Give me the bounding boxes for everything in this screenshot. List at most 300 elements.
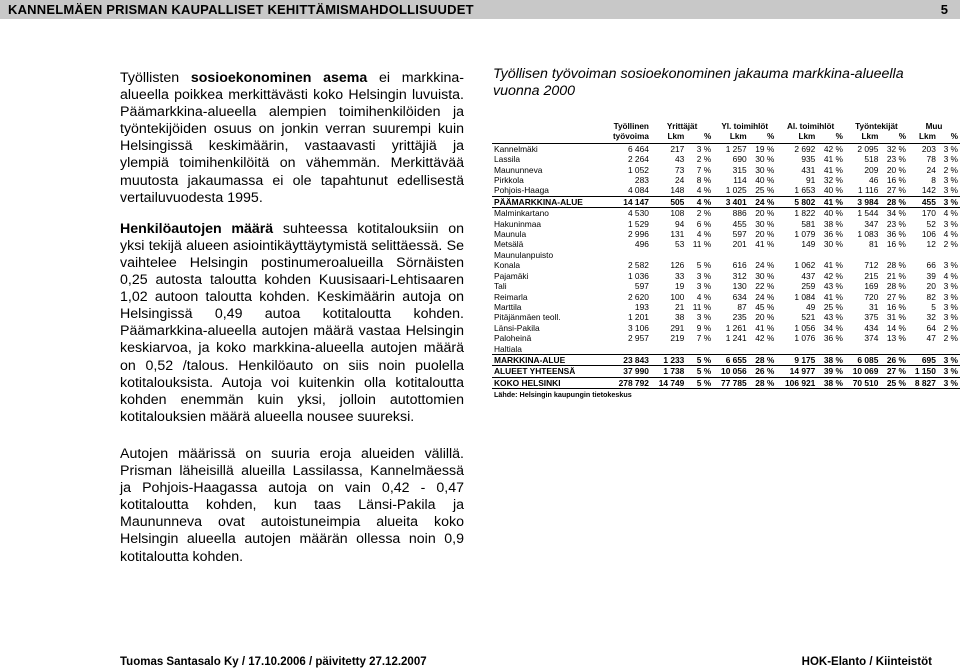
- value-cell: 1 084: [794, 291, 816, 302]
- value-cell: 108: [670, 208, 685, 219]
- value-cell: [686, 250, 713, 260]
- value-cell: 1 529: [627, 218, 649, 229]
- value-cell: 4 084: [627, 185, 649, 196]
- value-cell: 347: [864, 218, 879, 229]
- value-cell: 4 %: [686, 196, 713, 207]
- value-cell: [749, 250, 777, 260]
- value-cell: 1 056: [794, 322, 816, 333]
- table-subheader-row: työvoima Lkm % Lkm % Lkm % Lkm % Lkm %: [492, 132, 960, 143]
- area-name-cell: Pajamäki: [494, 270, 529, 281]
- value-cell: 2 %: [696, 208, 712, 219]
- value-cell: [713, 250, 748, 260]
- value-cell: 53: [675, 239, 685, 250]
- value-cell: 886: [732, 208, 747, 219]
- term-cars: Henkilöautojen määrä: [120, 220, 274, 237]
- table-row: [492, 208, 960, 219]
- value-cell: 41 %: [823, 164, 843, 175]
- value-cell: 91: [805, 175, 816, 186]
- page-number: 5: [940, 2, 948, 17]
- area-name-cell: Pohjois-Haaga: [494, 185, 549, 196]
- footer-client: HOK-Elanto / Kiinteistöt: [801, 656, 932, 668]
- area-name-cell: Maunula: [494, 229, 527, 240]
- area-name-cell: Maunulanpuisto: [494, 249, 554, 260]
- area-name-cell: Metsälä: [494, 239, 524, 250]
- value-cell: 4 530: [627, 208, 649, 219]
- value-cell: 375: [864, 312, 879, 323]
- value-cell: 12: [926, 239, 936, 250]
- value-cell: [776, 250, 817, 260]
- value-cell: 87: [737, 301, 747, 312]
- value-cell: 41 %: [823, 154, 843, 165]
- table-row: [492, 323, 960, 333]
- value-cell: 41 %: [755, 322, 775, 333]
- value-cell: 30 %: [755, 270, 775, 281]
- value-cell: 70 510: [845, 377, 880, 388]
- area-name-cell: KOKO HELSINKI: [492, 377, 603, 388]
- table-header-row: [492, 122, 960, 132]
- value-cell: 2 095: [857, 143, 879, 154]
- value-cell: 695: [908, 354, 938, 365]
- value-cell: 1 653: [794, 185, 816, 196]
- value-cell: 4 %: [943, 208, 958, 219]
- value-cell: [908, 344, 938, 355]
- value-cell: 42 %: [823, 270, 843, 281]
- value-cell: 94: [675, 218, 685, 229]
- page-header: [0, 0, 960, 19]
- value-cell: 3 %: [943, 281, 958, 292]
- value-cell: 8: [931, 175, 936, 186]
- value-cell: 82: [926, 291, 936, 302]
- value-cell: 14 147: [603, 196, 651, 207]
- value-cell: 3 %: [943, 154, 958, 165]
- value-cell: 3 %: [938, 366, 960, 377]
- table-row: [492, 344, 960, 355]
- value-cell: 42 %: [755, 333, 775, 344]
- value-cell: 291: [670, 322, 685, 333]
- value-cell: 219: [670, 333, 685, 344]
- value-cell: 32: [926, 312, 936, 323]
- table-row: [492, 366, 960, 377]
- table-caption: Työllisen työvoiman sosioekonominen jakauma markkina-alueella vuonna 2000: [493, 66, 904, 99]
- value-cell: [686, 344, 713, 355]
- value-cell: 2 957: [627, 333, 649, 344]
- value-cell: 3 %: [938, 196, 960, 207]
- table-row: [492, 165, 960, 175]
- value-cell: [880, 250, 908, 260]
- value-cell: 106: [921, 229, 936, 240]
- value-cell: 28 %: [749, 354, 777, 365]
- value-cell: 1 076: [794, 333, 816, 344]
- value-cell: 39: [926, 270, 936, 281]
- value-cell: 9 %: [696, 322, 712, 333]
- col-header: Al. toimihlöt: [786, 122, 835, 131]
- value-cell: 66: [926, 260, 936, 271]
- value-cell: 11 %: [692, 301, 712, 312]
- value-cell: 7 %: [696, 164, 712, 175]
- table-source: Lähde: Helsingin kaupungin tietokeskus: [494, 390, 632, 399]
- value-cell: 597: [732, 229, 747, 240]
- value-cell: 5 %: [686, 366, 713, 377]
- value-cell: 1 544: [857, 208, 879, 219]
- value-cell: 581: [801, 218, 816, 229]
- value-cell: 3 106: [627, 322, 649, 333]
- value-cell: 7 %: [696, 333, 712, 344]
- value-cell: 2 %: [943, 333, 958, 344]
- value-cell: 43 %: [823, 312, 843, 323]
- area-name-cell: PÄÄMARKKINA-ALUE: [492, 196, 603, 207]
- value-cell: 30 %: [755, 164, 775, 175]
- area-name-cell: Pirkkola: [494, 175, 524, 186]
- value-cell: 3 %: [943, 175, 958, 186]
- table-row: [492, 260, 960, 270]
- value-cell: 34 %: [886, 208, 906, 219]
- value-cell: 235: [732, 312, 747, 323]
- value-cell: 36 %: [823, 229, 843, 240]
- value-cell: 32 %: [886, 143, 906, 154]
- value-cell: 5 %: [686, 377, 713, 388]
- value-cell: 41 %: [823, 260, 843, 271]
- value-cell: 49: [805, 301, 816, 312]
- area-name-cell: Reimarla: [494, 291, 528, 302]
- value-cell: 217: [670, 143, 685, 154]
- value-cell: 3 %: [943, 301, 958, 312]
- table-row: [492, 377, 960, 388]
- value-cell: [938, 344, 960, 355]
- paragraph-cars: Henkilöautojen määrä suhteessa kotitalouksiin on yksi tekijä alueen asiointikäyttäytymistä selittäessä. Se vaihtelee Helsingin postinumeroalueilla Sörnäisten 0,25 autosta taloutta kohden Kuusisaari-Lehtisaaren 1,02 autoon taloutta kohden. Keskimäärin autoja on Helsingissä 0,49 autoa kotitaloutta kohden. Päämarkkina-alueella autojen määrä vastaa Helsingin keskiarvoa, ja koko markkina-alueella autojen määrä on 0,52 /talous. Henkilöauto on siis noin puolella kotitalouksista. Autoja voi kuitenkin olla kotitaloutta kohden enemmän kuin yksi, jolloin autottomien kotitalouksien määrä alueella nousee suureksi.: [120, 220, 464, 425]
- footer-author: Tuomas Santasalo Ky / 17.10.2006 / päivitetty 27.12.2007: [120, 656, 427, 668]
- area-name-cell: Pitäjänmäen teoll.: [494, 312, 561, 323]
- value-cell: 616: [732, 260, 747, 271]
- paragraph-socioeconomic: Työllisten sosioekonominen asema ei markkina-alueella poikkea merkittävästi koko Helsingin luvuista. Päämarkkina-alueella alempien toimihenkilöiden ja työntekijöiden osuus on jonkin verran suurempi kuin Helsingissä keskimäärin, vastaavasti yrittäjiä ja ylempiä toimihenkilöitä on vähemmän. Merkittävää muutosta jakaumassa ei ole tapahtunut edellisestä vertailuvuodesta 1995.: [120, 70, 464, 206]
- document-title: KANNELMÄEN PRISMAN KAUPALLISET KEHITTÄMISMAHDOLLISUUDET: [8, 2, 474, 17]
- value-cell: 45 %: [755, 301, 775, 312]
- value-cell: 19 %: [755, 143, 775, 154]
- value-cell: 3 %: [943, 312, 958, 323]
- value-cell: 3 %: [943, 218, 958, 229]
- value-cell: [776, 344, 817, 355]
- value-cell: 434: [864, 322, 879, 333]
- table-row: [492, 281, 960, 291]
- value-cell: 3 %: [696, 312, 712, 323]
- table-row: [492, 250, 960, 260]
- value-cell: 130: [732, 281, 747, 292]
- value-cell: 1 062: [794, 260, 816, 271]
- value-cell: 712: [864, 260, 879, 271]
- value-cell: 1 025: [725, 185, 747, 196]
- value-cell: 38 %: [817, 354, 845, 365]
- value-cell: 215: [864, 270, 879, 281]
- value-cell: 518: [864, 154, 879, 165]
- value-cell: 20 %: [755, 312, 775, 323]
- value-cell: 41 %: [823, 291, 843, 302]
- value-cell: [603, 344, 651, 355]
- value-cell: 38 %: [817, 377, 845, 388]
- value-cell: 19: [675, 281, 685, 292]
- value-cell: 1 116: [858, 185, 879, 196]
- value-cell: 24: [675, 175, 685, 186]
- value-cell: 27 %: [880, 366, 908, 377]
- value-cell: 14 977: [776, 366, 817, 377]
- value-cell: 14 %: [886, 322, 906, 333]
- value-cell: 1 083: [857, 229, 879, 240]
- value-cell: 25 %: [823, 301, 843, 312]
- value-cell: 4 %: [943, 270, 958, 281]
- value-cell: 21 %: [886, 270, 906, 281]
- value-cell: 38: [675, 312, 685, 323]
- value-cell: 73: [675, 164, 685, 175]
- value-cell: 3 %: [696, 143, 712, 154]
- value-cell: 26 %: [749, 366, 777, 377]
- value-cell: 8 827: [908, 377, 938, 388]
- table-row: [492, 196, 960, 207]
- value-cell: 126: [670, 260, 685, 271]
- table-row: [492, 271, 960, 281]
- table-row: [492, 229, 960, 239]
- value-cell: 259: [801, 281, 816, 292]
- value-cell: 149: [801, 239, 816, 250]
- table-row: [492, 239, 960, 249]
- value-cell: 27 %: [886, 185, 906, 196]
- value-cell: 27 %: [886, 291, 906, 302]
- left-column-text: [120, 70, 464, 440]
- table-row: [492, 333, 960, 343]
- value-cell: 64: [926, 322, 936, 333]
- value-cell: [817, 250, 845, 260]
- table-body: [492, 143, 960, 388]
- value-cell: 170: [921, 208, 936, 219]
- value-cell: 20: [926, 281, 936, 292]
- value-cell: 374: [864, 333, 879, 344]
- value-cell: 22 %: [755, 281, 775, 292]
- value-cell: 3 %: [943, 185, 958, 196]
- value-cell: 203: [921, 143, 936, 154]
- value-cell: 30 %: [755, 154, 775, 165]
- value-cell: 40 %: [823, 185, 843, 196]
- value-cell: 431: [801, 164, 816, 175]
- value-cell: 4 %: [696, 229, 712, 240]
- table-row: [492, 312, 960, 322]
- value-cell: 21: [675, 301, 685, 312]
- value-cell: 1 201: [627, 312, 649, 323]
- table-row: [492, 292, 960, 302]
- value-cell: 2 996: [627, 229, 649, 240]
- value-cell: 16 %: [886, 301, 906, 312]
- value-cell: 455: [908, 196, 938, 207]
- value-cell: 2 %: [943, 322, 958, 333]
- value-cell: 81: [869, 239, 879, 250]
- value-cell: 1 257: [725, 143, 747, 154]
- col-header: Työllinen: [613, 122, 649, 131]
- area-name-cell: Länsi-Pakila: [494, 322, 540, 333]
- value-cell: 6 464: [627, 143, 649, 154]
- value-cell: 36 %: [823, 333, 843, 344]
- value-cell: 25 %: [880, 377, 908, 388]
- value-cell: [938, 250, 960, 260]
- value-cell: 2 264: [627, 154, 649, 165]
- value-cell: 3 %: [938, 354, 960, 365]
- area-name-cell: Marttila: [494, 301, 522, 312]
- value-cell: 24 %: [755, 260, 775, 271]
- value-cell: 26 %: [880, 354, 908, 365]
- value-cell: 36 %: [886, 229, 906, 240]
- value-cell: 20 %: [886, 164, 906, 175]
- value-cell: 40 %: [755, 175, 775, 186]
- value-cell: 5: [931, 301, 936, 312]
- value-cell: [845, 344, 880, 355]
- area-name-cell: Maununneva: [494, 164, 543, 175]
- table-row: [492, 185, 960, 196]
- value-cell: 23 %: [886, 154, 906, 165]
- area-name-cell: Paloheinä: [494, 333, 532, 344]
- value-cell: 23 843: [603, 354, 651, 365]
- value-cell: 5 %: [686, 354, 713, 365]
- value-cell: 34 %: [823, 322, 843, 333]
- value-cell: 1 036: [627, 270, 649, 281]
- value-cell: 634: [732, 291, 747, 302]
- value-cell: 33: [675, 270, 685, 281]
- value-cell: 41 %: [817, 196, 845, 207]
- col-header: Yl. toimihlöt: [721, 122, 769, 131]
- value-cell: 52: [926, 218, 936, 229]
- value-cell: [651, 250, 686, 260]
- value-cell: 4 %: [696, 291, 712, 302]
- value-cell: 31 %: [886, 312, 906, 323]
- value-cell: 106 921: [776, 377, 817, 388]
- value-cell: [651, 344, 686, 355]
- value-cell: 3 %: [943, 291, 958, 302]
- value-cell: 1 241: [725, 333, 747, 344]
- value-cell: 32 %: [823, 175, 843, 186]
- value-cell: 10 056: [713, 366, 748, 377]
- value-cell: 3 401: [713, 196, 748, 207]
- value-cell: 46: [869, 175, 879, 186]
- value-cell: 47: [926, 333, 936, 344]
- value-cell: 28 %: [749, 377, 777, 388]
- value-cell: 131: [670, 229, 685, 240]
- value-cell: 1 150: [908, 366, 938, 377]
- area-name-cell: ALUEET YHTEENSÄ: [492, 366, 603, 377]
- value-cell: 315: [732, 164, 747, 175]
- value-cell: 25 %: [755, 185, 775, 196]
- value-cell: 43: [675, 154, 685, 165]
- value-cell: 13 %: [886, 333, 906, 344]
- value-cell: 201: [732, 239, 747, 250]
- value-cell: 1 233: [651, 354, 686, 365]
- table-row: [492, 175, 960, 185]
- table-row: [492, 219, 960, 229]
- value-cell: [749, 344, 777, 355]
- value-cell: 16 %: [886, 175, 906, 186]
- area-name-cell: Malminkartano: [494, 208, 549, 219]
- value-cell: 28 %: [886, 281, 906, 292]
- value-cell: 39 %: [817, 366, 845, 377]
- col-header: Työntekijät: [855, 122, 898, 131]
- area-name-cell: Haltiala: [494, 343, 522, 354]
- value-cell: 437: [801, 270, 816, 281]
- value-cell: 11 %: [692, 239, 712, 250]
- value-cell: [713, 344, 748, 355]
- value-cell: 3 %: [696, 281, 712, 292]
- value-cell: 6 655: [713, 354, 748, 365]
- bottom-paragraph: Autojen määrissä on suuria eroja alueiden välillä. Prisman läheisillä alueilla Lassilassa, Kannelmäessä ja Pohjois-Haagassa autoja on vain 0,42 - 0,47 kotitaloutta kohden, kun taas Länsi-Pakila ja Maununneva ovat autoistuneimpia alueita koko Helsingin alueella autojen määrän ollessa noin 0,9 kotitaloutta kohden.: [120, 446, 464, 565]
- area-name-cell: MARKKINA-ALUE: [492, 354, 603, 365]
- value-cell: 1 079: [794, 229, 816, 240]
- area-name-cell: Konala: [494, 260, 521, 271]
- value-cell: 28 %: [886, 260, 906, 271]
- value-cell: 24: [926, 164, 936, 175]
- value-cell: 3 %: [938, 377, 960, 388]
- value-cell: 521: [801, 312, 816, 323]
- value-cell: 2 582: [627, 260, 649, 271]
- value-cell: [880, 344, 908, 355]
- value-cell: 23 %: [886, 218, 906, 229]
- term-socioeconomic: sosioekonominen asema: [190, 70, 368, 86]
- value-cell: 720: [864, 291, 879, 302]
- value-cell: 496: [634, 239, 649, 250]
- value-cell: 455: [732, 218, 747, 229]
- value-cell: 278 792: [603, 377, 651, 388]
- value-cell: 40 %: [823, 208, 843, 219]
- value-cell: 1 822: [794, 208, 816, 219]
- value-cell: 10 069: [845, 366, 880, 377]
- value-cell: 283: [634, 175, 649, 186]
- value-cell: [603, 250, 651, 260]
- value-cell: 597: [634, 281, 649, 292]
- value-cell: 24 %: [755, 291, 775, 302]
- value-cell: 6 085: [845, 354, 880, 365]
- area-name-cell: Hakuninmaa: [494, 218, 542, 229]
- area-name-cell: Kannelmäki: [494, 143, 538, 154]
- value-cell: 209: [864, 164, 879, 175]
- value-cell: 4 %: [943, 229, 958, 240]
- value-cell: 24 %: [749, 196, 777, 207]
- value-cell: 148: [670, 185, 685, 196]
- value-cell: 1 261: [725, 322, 747, 333]
- value-cell: 142: [921, 185, 936, 196]
- area-name-cell: Lassila: [494, 154, 521, 165]
- value-cell: 2 692: [794, 143, 816, 154]
- value-cell: 16 %: [886, 239, 906, 250]
- value-cell: 4 %: [696, 185, 712, 196]
- value-cell: 3 %: [696, 270, 712, 281]
- value-cell: [817, 344, 845, 355]
- value-cell: 37 990: [603, 366, 651, 377]
- value-cell: 9 175: [776, 354, 817, 365]
- table-row: [492, 354, 960, 365]
- socioeconomic-table: [492, 122, 960, 389]
- value-cell: 38 %: [823, 218, 843, 229]
- value-cell: 30 %: [755, 218, 775, 229]
- table-row: [492, 154, 960, 164]
- value-cell: 43 %: [823, 281, 843, 292]
- value-cell: 169: [864, 281, 879, 292]
- value-cell: 1 052: [627, 164, 649, 175]
- value-cell: 690: [732, 154, 747, 165]
- value-cell: 935: [801, 154, 816, 165]
- value-cell: 312: [732, 270, 747, 281]
- value-cell: 193: [634, 301, 649, 312]
- value-cell: 78: [926, 154, 936, 165]
- table-row: [492, 143, 960, 154]
- col-header: Yrittäjät: [666, 122, 698, 131]
- value-cell: 41 %: [755, 239, 775, 250]
- value-cell: 2 %: [943, 239, 958, 250]
- value-cell: 505: [651, 196, 686, 207]
- value-cell: 3 %: [943, 260, 958, 271]
- value-cell: 42 %: [823, 143, 843, 154]
- value-cell: 3 %: [943, 143, 958, 154]
- table-row: [492, 302, 960, 312]
